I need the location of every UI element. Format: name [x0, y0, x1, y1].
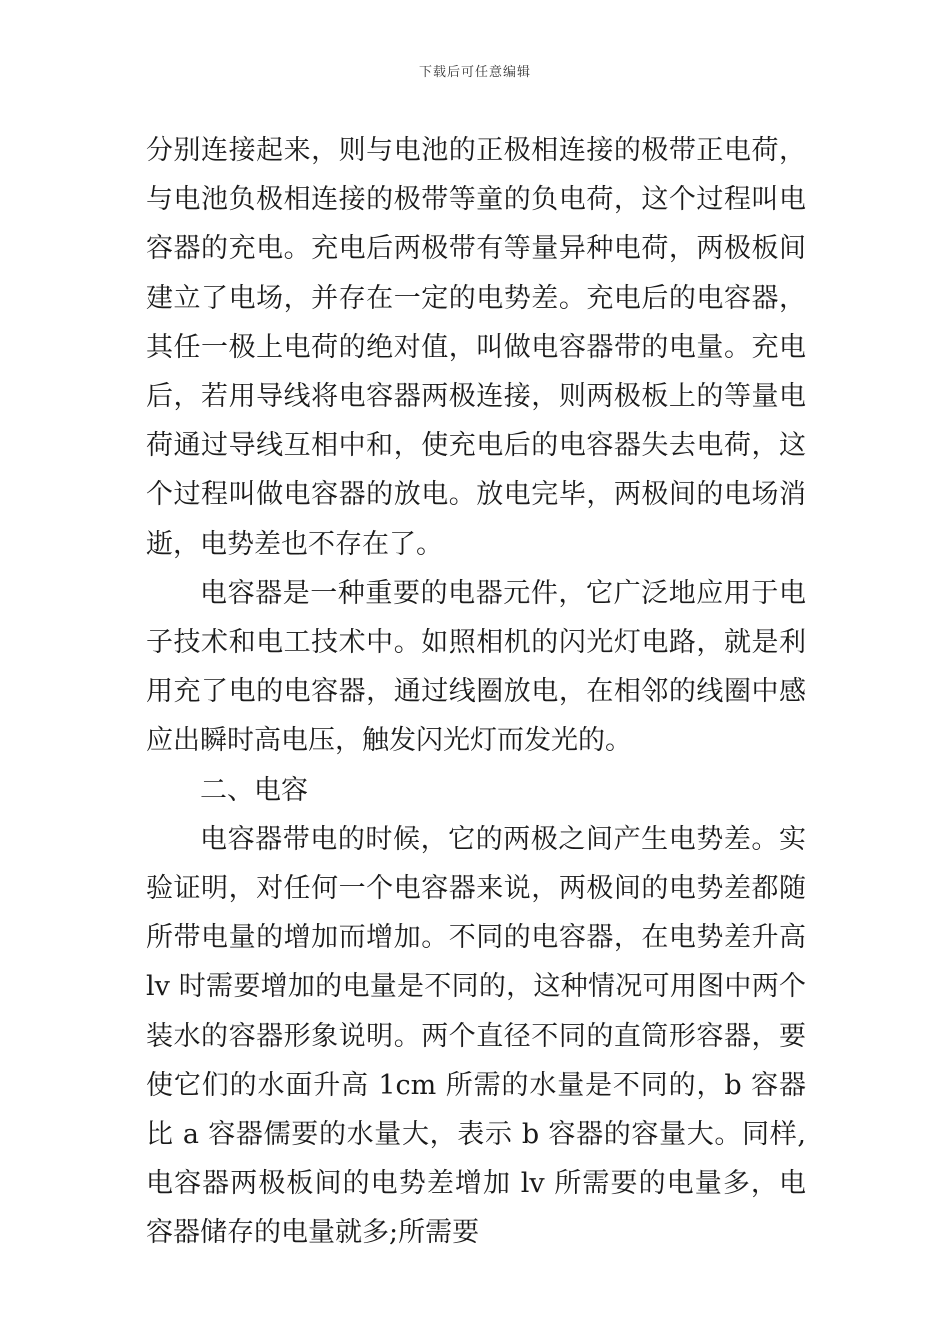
paragraph-2: 电容器是一种重要的电器元件，它广泛地应用于电子技术和电工技术中。如照相机的闪光灯电路，就是利用充了电的电容器，通过线圈放电，在相邻的线圈中感应出瞬时高电压，触发闪光灯而发光的。 [146, 577, 806, 757]
document-body [146, 126, 806, 1258]
section-heading: 二、电容 [200, 774, 308, 806]
paragraph-1: 分别连接起来，则与电池的正极相连接的极带正电荷，与电池负极相连接的极带等童的负电荷，这个过程叫电容器的充电。充电后两极带有等量异种电荷，两极板间建立了电场，并存在一定的电势差。充电后的电容器，其任一极上电荷的绝对值，叫做电容器带的电量。充电后，若用导线将电容器两极连接，则两极板上的等量电荷通过导线互相中和，使充电后的电容器失去电荷，这个过程叫做电容器的放电。放电完毕，两极间的电场消逝，电势差也不存在了。 [146, 135, 806, 560]
page-header: 下载后可任意编辑 [418, 65, 531, 80]
paragraph-3: 电容器带电的时候，它的两极之间产生电势差。实验证明，对任何一个电容器来说，两极间的电势差都随所带电量的增加而增加。不同的电容器，在电势差升高 lv 时需要增加的电量是不同的，这种情况可用图中两个装水的容器形象说明。两个直径不同的直筒形容器，要使它们的水面升高 1cm 所需的水量是不同的，b 容器比 a 容器儒要的水量大，表示 b 容器的容量大。同样,电容器两极板间的电势差增加 lv 所需要的电量多，电容器储存的电量就多;所需要 [146, 823, 806, 1249]
